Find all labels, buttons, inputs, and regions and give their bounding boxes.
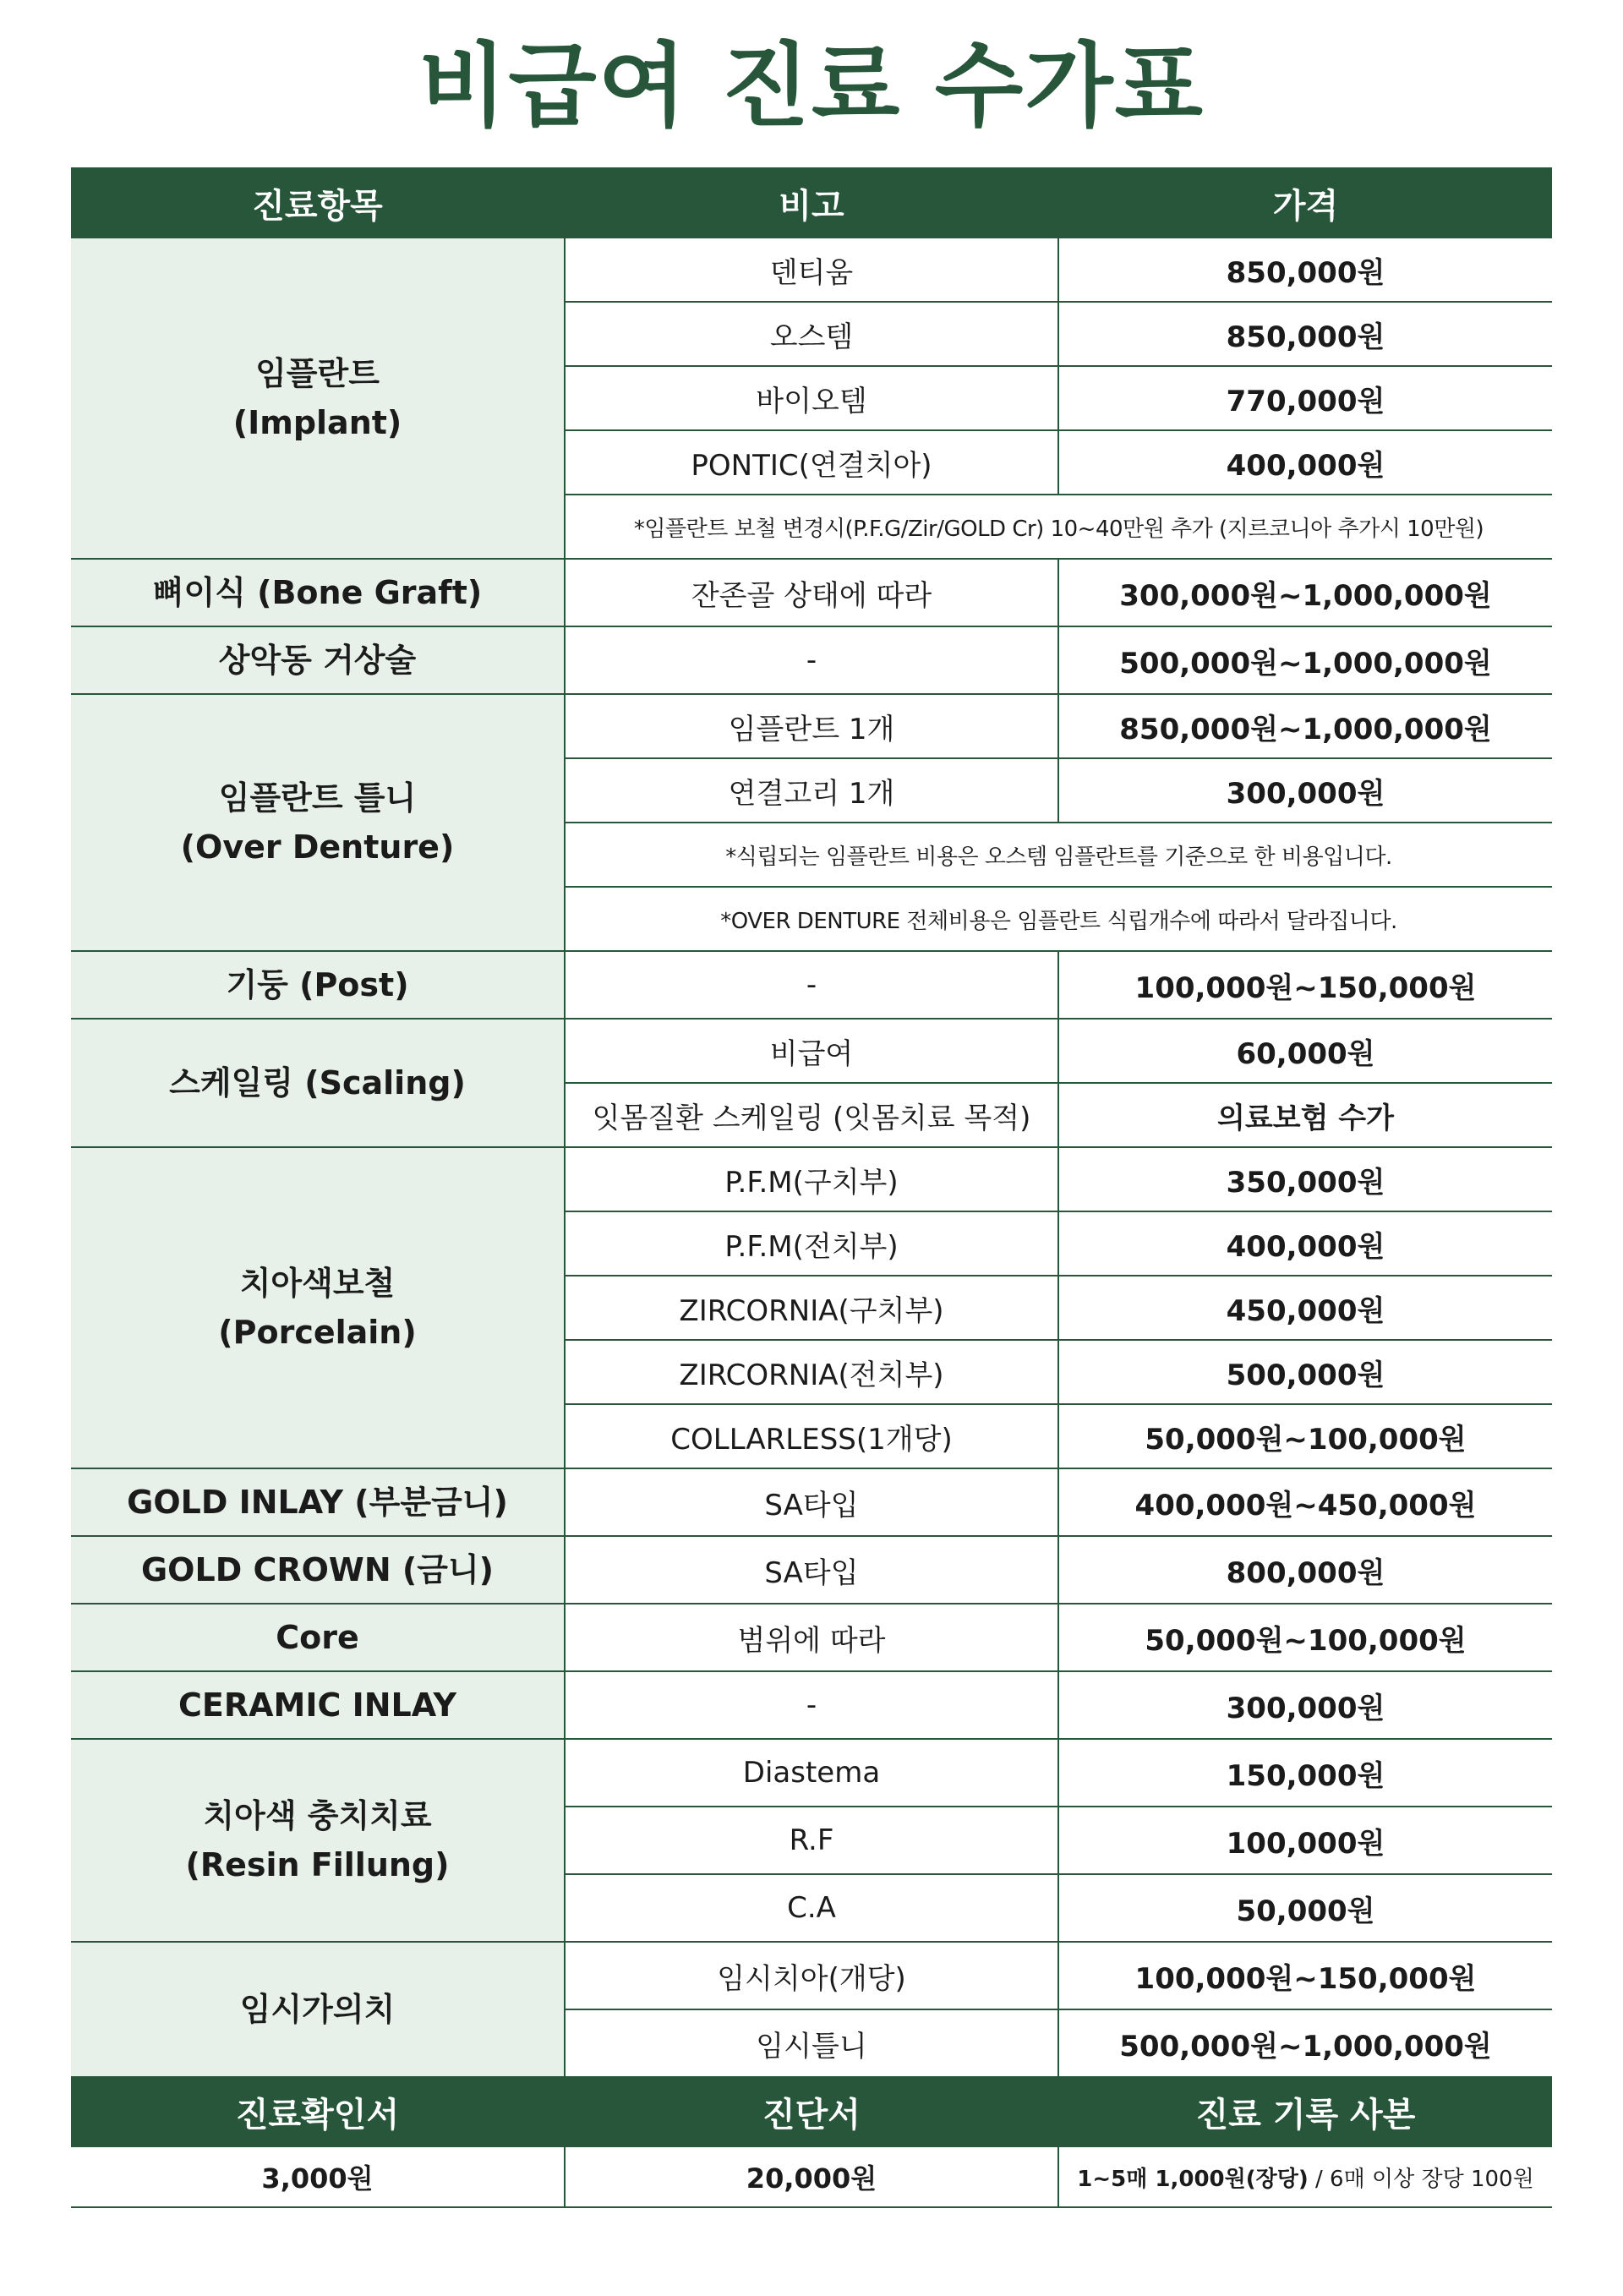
price-cell: 150,000원 — [1058, 1739, 1552, 1807]
note-cell: SA타입 — [565, 1536, 1058, 1604]
price-cell: 50,000원~100,000원 — [1058, 1604, 1552, 1671]
documents-value-row — [71, 2146, 1552, 2207]
implant-footnote: *임플란트 보철 변경시(P.F.G/Zir/GOLD Cr) 10~40만원 추가 (지르코니아 추가시 10만원) — [565, 495, 1552, 559]
note-cell: SA타입 — [565, 1468, 1058, 1536]
price-cell: 400,000원 — [1058, 1211, 1552, 1276]
table-row — [71, 1019, 1552, 1083]
price-cell: 500,000원~1,000,000원 — [1058, 2009, 1552, 2077]
note-cell: P.F.M(구치부) — [565, 1147, 1058, 1211]
price-cell: 850,000원 — [1058, 302, 1552, 366]
note-cell: - — [565, 951, 1058, 1019]
price-cell: 300,000원 — [1058, 758, 1552, 823]
note-cell: 임시틀니 — [565, 2009, 1058, 2077]
price-cell: 100,000원~150,000원 — [1058, 1942, 1552, 2009]
header-price: 가격 — [1058, 168, 1552, 238]
note-cell: PONTIC(연결치아) — [565, 430, 1058, 495]
price-cell: 100,000원~150,000원 — [1058, 951, 1552, 1019]
table-row — [71, 238, 1552, 302]
price-cell: 770,000원 — [1058, 366, 1552, 430]
note-cell: R.F — [565, 1807, 1058, 1874]
overdenture-footnote: *식립되는 임플란트 비용은 오스템 임플란트를 기준으로 한 비용입니다. — [565, 823, 1552, 887]
category-overdenture: 임플란트 틀니 (Over Denture) — [71, 694, 565, 951]
price-cell: 800,000원 — [1058, 1536, 1552, 1604]
note-cell: 잇몸질환 스케일링 (잇몸치료 목적) — [565, 1083, 1058, 1147]
price-cell: 50,000원 — [1058, 1874, 1552, 1942]
price-cell: 300,000원 — [1058, 1671, 1552, 1739]
category-sinus-lift: 상악동 거상술 — [71, 626, 565, 694]
page-title: 비급여 진료 수가표 — [418, 34, 1205, 139]
category-temporary: 임시가의치 — [71, 1942, 565, 2077]
category-bone-graft: 뼈이식 (Bone Graft) — [71, 559, 565, 626]
price-cell: 300,000원~1,000,000원 — [1058, 559, 1552, 626]
category-scaling: 스케일링 (Scaling) — [71, 1019, 565, 1147]
table-row — [71, 559, 1552, 626]
note-cell: 연결고리 1개 — [565, 758, 1058, 823]
note-cell: C.A — [565, 1874, 1058, 1942]
category-porcelain: 치아색보철 (Porcelain) — [71, 1147, 565, 1468]
table-row — [71, 694, 1552, 758]
note-cell: P.F.M(전치부) — [565, 1211, 1058, 1276]
price-cell: 100,000원 — [1058, 1807, 1552, 1874]
table-row — [71, 951, 1552, 1019]
price-table — [71, 167, 1552, 2208]
category-post: 기둥 (Post) — [71, 951, 565, 1019]
note-cell: 바이오템 — [565, 366, 1058, 430]
header-note: 비고 — [565, 168, 1058, 238]
header-record-copy: 진료 기록 사본 — [1058, 2077, 1552, 2146]
price-cell: 850,000원~1,000,000원 — [1058, 694, 1552, 758]
note-cell: ZIRCORNIA(전치부) — [565, 1340, 1058, 1404]
record-copy-fee: 1~5매 1,000원(장당) / 6매 이상 장당 100원 — [1058, 2146, 1552, 2207]
price-cell: 50,000원~100,000원 — [1058, 1404, 1552, 1468]
price-cell: 350,000원 — [1058, 1147, 1552, 1211]
price-cell: 500,000원~1,000,000원 — [1058, 626, 1552, 694]
category-resin: 치아색 충치치료 (Resin Fillung) — [71, 1739, 565, 1942]
table-row — [71, 1671, 1552, 1739]
documents-header-row — [71, 2077, 1552, 2146]
price-cell: 450,000원 — [1058, 1276, 1552, 1340]
price-cell: 500,000원 — [1058, 1340, 1552, 1404]
table-row — [71, 1942, 1552, 2009]
note-cell: Diastema — [565, 1739, 1058, 1807]
table-row — [71, 1604, 1552, 1671]
table-row — [71, 1147, 1552, 1211]
price-cell: 400,000원~450,000원 — [1058, 1468, 1552, 1536]
category-core: Core — [71, 1604, 565, 1671]
note-cell: 비급여 — [565, 1019, 1058, 1083]
note-cell: 잔존골 상태에 따라 — [565, 559, 1058, 626]
note-cell: 덴티움 — [565, 238, 1058, 302]
note-cell: ZIRCORNIA(구치부) — [565, 1276, 1058, 1340]
table-row — [71, 1739, 1552, 1807]
note-cell: COLLARLESS(1개당) — [565, 1404, 1058, 1468]
note-cell: - — [565, 626, 1058, 694]
header-certificate: 진료확인서 — [71, 2077, 565, 2146]
note-cell: 임플란트 1개 — [565, 694, 1058, 758]
price-cell: 400,000원 — [1058, 430, 1552, 495]
price-cell: 850,000원 — [1058, 238, 1552, 302]
note-cell: 범위에 따라 — [565, 1604, 1058, 1671]
header-treatment: 진료항목 — [71, 168, 565, 238]
price-cell: 의료보험 수가 — [1058, 1083, 1552, 1147]
overdenture-footnote: *OVER DENTURE 전체비용은 임플란트 식립개수에 따라서 달라집니다. — [565, 887, 1552, 951]
note-cell: 오스템 — [565, 302, 1058, 366]
table-row — [71, 1536, 1552, 1604]
table-row — [71, 626, 1552, 694]
certificate-fee: 3,000원 — [71, 2146, 565, 2207]
header-diagnosis: 진단서 — [565, 2077, 1058, 2146]
price-cell: 60,000원 — [1058, 1019, 1552, 1083]
diagnosis-fee: 20,000원 — [565, 2146, 1058, 2207]
category-gold-inlay: GOLD INLAY (부분금니) — [71, 1468, 565, 1536]
table-row — [71, 1468, 1552, 1536]
note-cell: - — [565, 1671, 1058, 1739]
category-gold-crown: GOLD CROWN (금니) — [71, 1536, 565, 1604]
note-cell: 임시치아(개당) — [565, 1942, 1058, 2009]
category-implant: 임플란트 (Implant) — [71, 238, 565, 559]
table-header-row — [71, 168, 1552, 238]
category-ceramic-inlay: CERAMIC INLAY — [71, 1671, 565, 1739]
